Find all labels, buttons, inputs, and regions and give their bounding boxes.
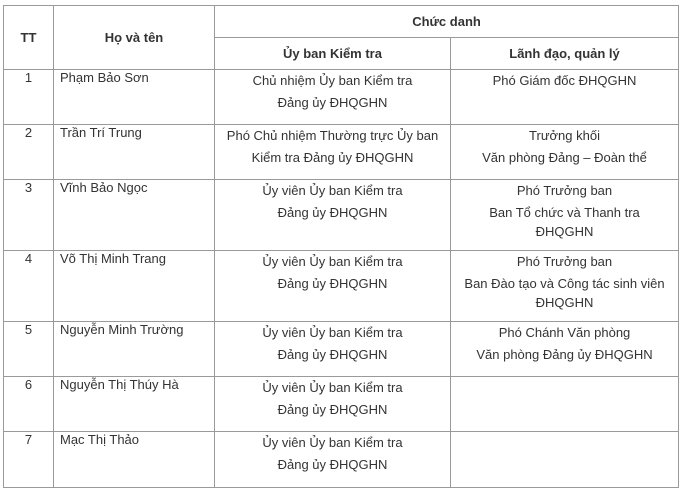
row-number: 4 (4, 251, 54, 322)
committee-title (215, 70, 451, 125)
member-name: Nguyễn Thị Thúy Hà (54, 377, 215, 432)
leadership-line: Văn phòng Đảng – Đoàn thể (482, 150, 647, 165)
leadership-line: ĐHQGHN (535, 295, 594, 310)
leadership-title (451, 251, 679, 322)
member-name: Mạc Thị Thảo (54, 432, 215, 488)
committee-line: Ủy viên Ủy ban Kiểm tra (262, 380, 403, 395)
leadership-title (451, 180, 679, 251)
table-row (4, 377, 679, 432)
committee-title (215, 180, 451, 251)
header-row-top (4, 6, 679, 38)
leadership-line: Trưởng khối (529, 128, 600, 143)
committee-line: Ủy viên Ủy ban Kiểm tra (262, 325, 403, 340)
committee-title (215, 251, 451, 322)
committee-line: Chủ nhiệm Ủy ban Kiểm tra (252, 73, 413, 88)
header-title-group: Chức danh (215, 6, 679, 38)
header-committee: Ủy ban Kiểm tra (215, 38, 451, 70)
table-row (4, 432, 679, 488)
committee-line: Đảng ủy ĐHQGHN (277, 347, 388, 362)
committee-line: Phó Chủ nhiệm Thường trực Ủy ban (226, 128, 439, 143)
committee-line: Ủy viên Ủy ban Kiểm tra (262, 254, 403, 269)
leadership-title (451, 70, 679, 125)
member-name: Nguyễn Minh Trường (54, 322, 215, 377)
leadership-line: Ban Đào tạo và Công tác sinh viên (464, 276, 665, 291)
committee-title (215, 125, 451, 180)
committee-line: Đảng ủy ĐHQGHN (277, 402, 388, 417)
row-number: 5 (4, 322, 54, 377)
row-number: 3 (4, 180, 54, 251)
member-name: Vĩnh Bảo Ngọc (54, 180, 215, 251)
table-row (4, 70, 679, 125)
leadership-title (451, 377, 679, 432)
leadership-line: Phó Trưởng ban (516, 183, 613, 198)
committee-title (215, 377, 451, 432)
member-name: Phạm Bảo Sơn (54, 70, 215, 125)
committee-line: Đảng ủy ĐHQGHN (277, 95, 388, 110)
committee-line: Đảng ủy ĐHQGHN (277, 205, 388, 220)
committee-line: Đảng ủy ĐHQGHN (277, 457, 388, 472)
leadership-title (451, 432, 679, 488)
leadership-line: Văn phòng Đảng ủy ĐHQGHN (476, 347, 653, 362)
table-row (4, 322, 679, 377)
committee-line: Kiểm tra Đảng ủy ĐHQGHN (251, 150, 414, 165)
member-name: Trần Trí Trung (54, 125, 215, 180)
header-leadership: Lãnh đạo, quản lý (451, 38, 679, 70)
committee-line: Đảng ủy ĐHQGHN (277, 276, 388, 291)
member-name: Võ Thị Minh Trang (54, 251, 215, 322)
members-table (3, 5, 679, 488)
table-row (4, 125, 679, 180)
leadership-line: Phó Trưởng ban (516, 254, 613, 269)
leadership-line: Phó Chánh Văn phòng (498, 325, 631, 340)
committee-title (215, 432, 451, 488)
leadership-title (451, 125, 679, 180)
row-number: 2 (4, 125, 54, 180)
leadership-title (451, 322, 679, 377)
committee-title (215, 322, 451, 377)
leadership-line: Phó Giám đốc ĐHQGHN (492, 73, 637, 88)
row-number: 7 (4, 432, 54, 488)
header-tt: TT (4, 6, 54, 70)
table-row (4, 180, 679, 251)
row-number: 1 (4, 70, 54, 125)
leadership-line: Ban Tổ chức và Thanh tra (489, 205, 640, 220)
row-number: 6 (4, 377, 54, 432)
committee-line: Ủy viên Ủy ban Kiểm tra (262, 183, 403, 198)
leadership-line: ĐHQGHN (535, 224, 594, 239)
header-name: Họ và tên (54, 6, 215, 70)
committee-line: Ủy viên Ủy ban Kiểm tra (262, 435, 403, 450)
table-row (4, 251, 679, 322)
